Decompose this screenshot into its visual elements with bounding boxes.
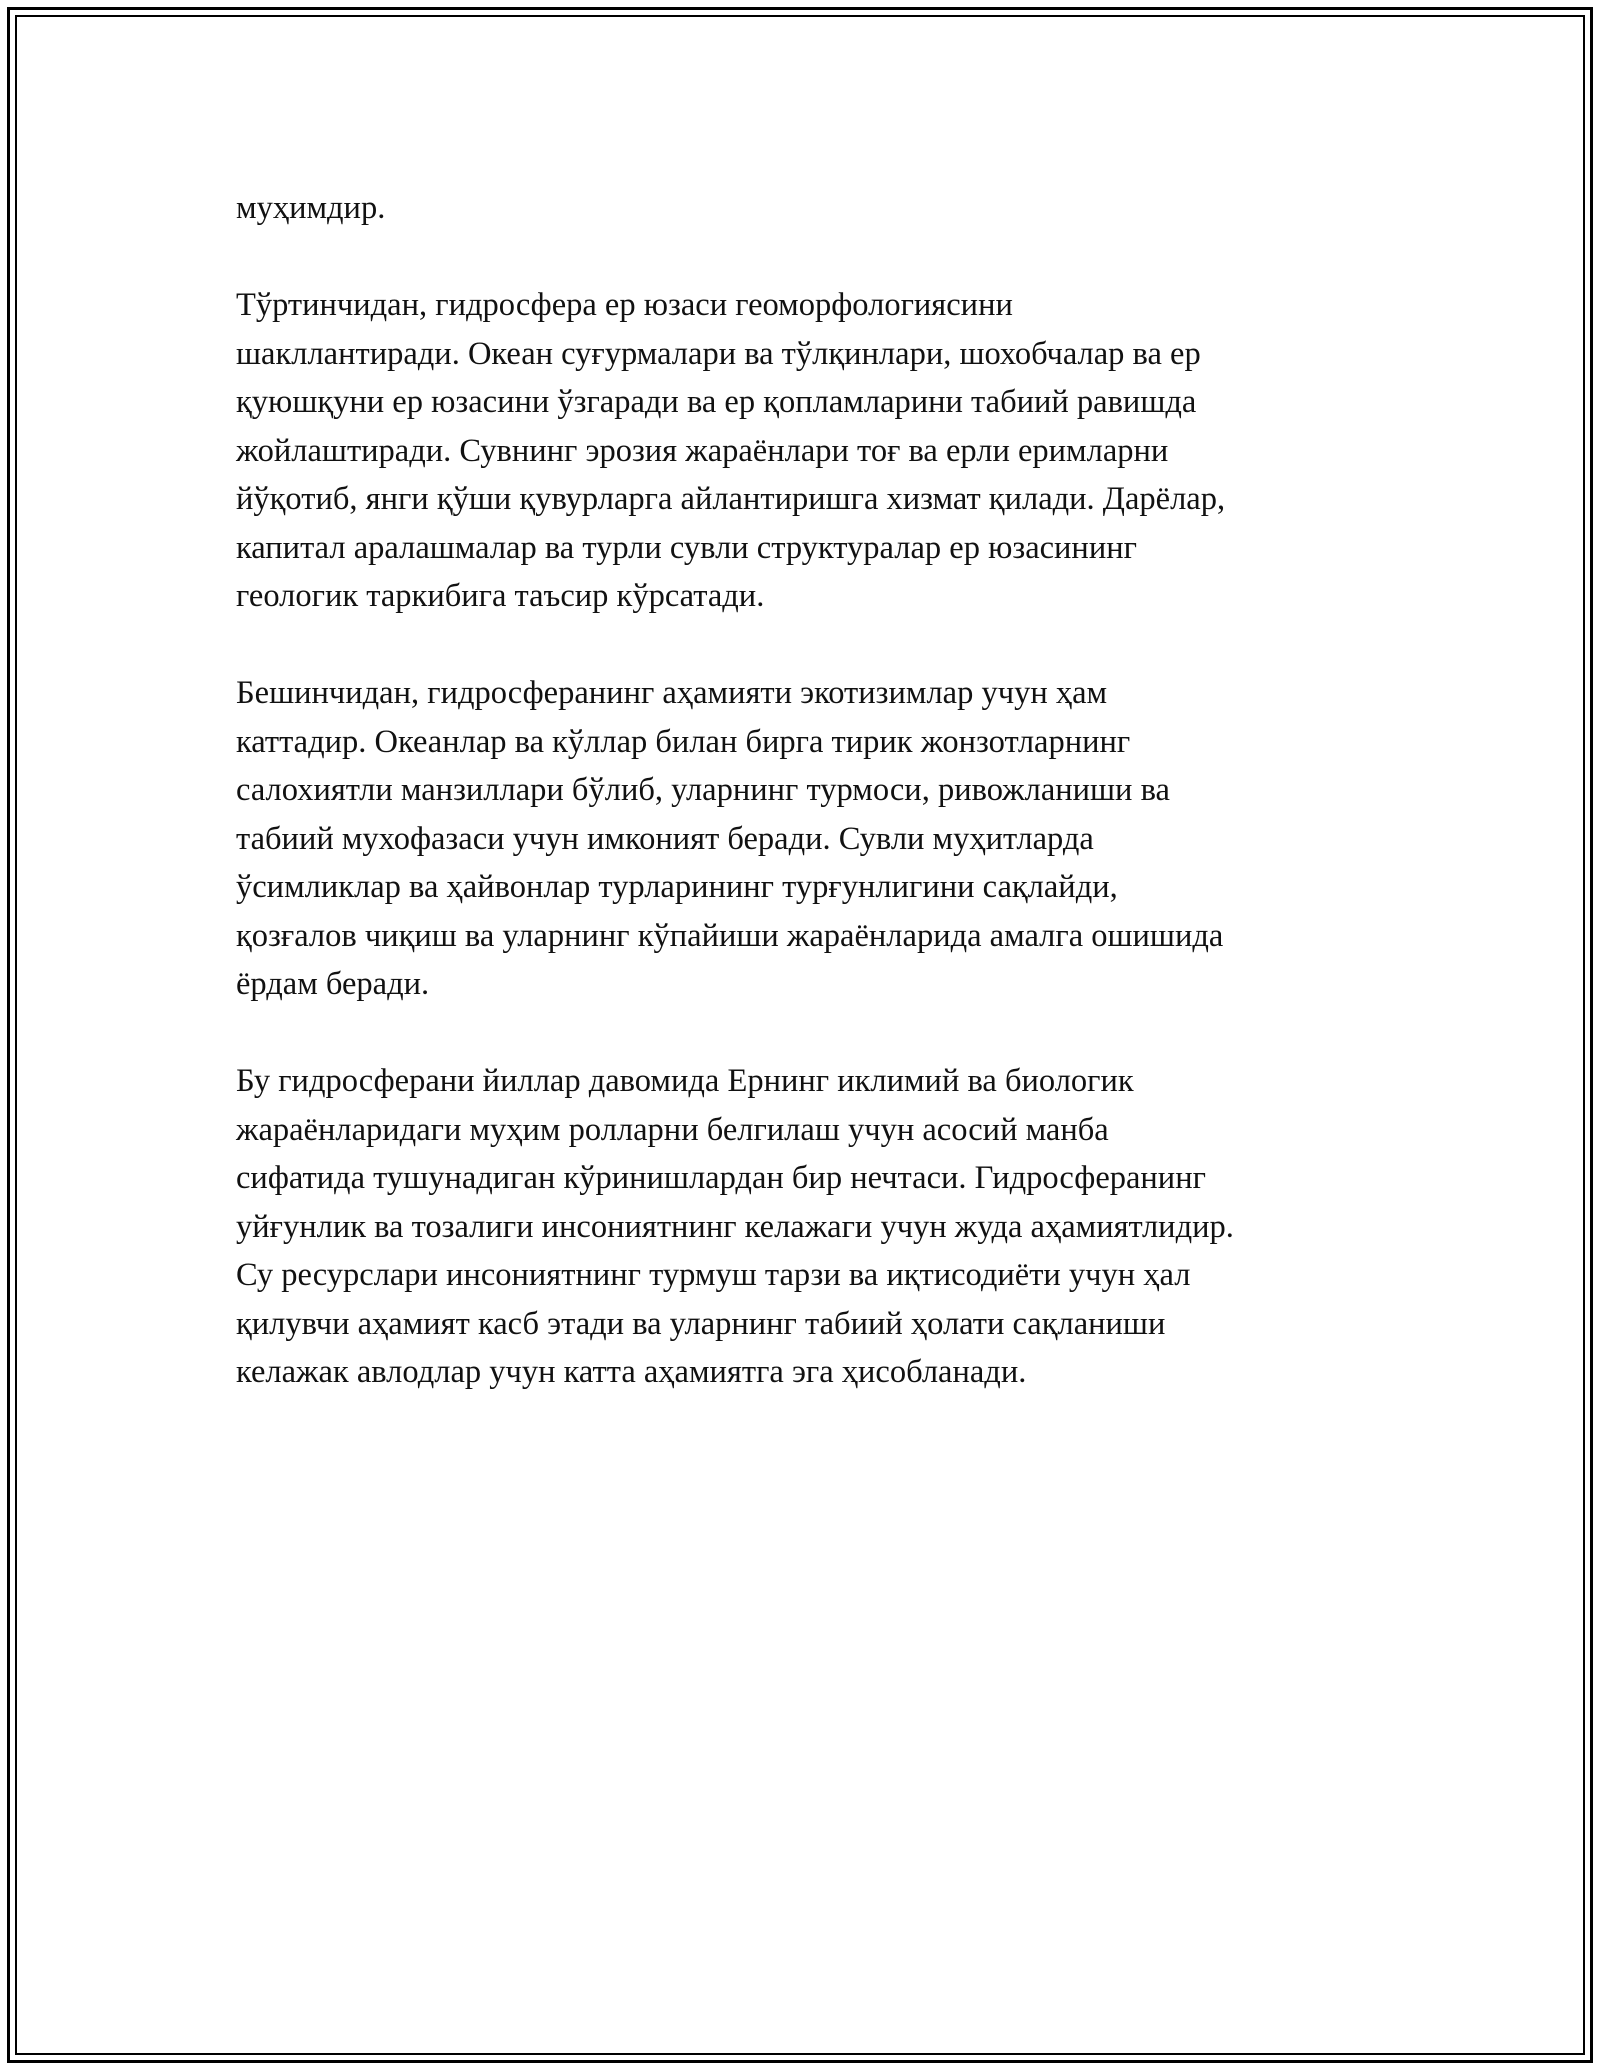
text-line: ёрдам беради. (236, 966, 430, 1002)
text-line: қозғалов чиқиш ва уларнинг кўпайиши жараёнларида амалга ошишида (236, 917, 1224, 954)
paragraph-1 (236, 184, 1406, 233)
document-body (236, 184, 1406, 1445)
text-line: йўқотиб, янги қўши қувурларга айлантиришга хизмат қилади. Дарёлар, (236, 481, 1226, 517)
text-line: каттадир. Океанлар ва кўллар билан бирга тирик жонзотларнинг (236, 723, 1131, 760)
text-line: салохиятли манзиллари бўлиб, уларнинг турмоси, ривожланиши ва (236, 772, 1170, 808)
paragraph-4 (236, 1057, 1406, 1397)
text-line: қуюшқуни ер юзасини ўзгаради ва ер қопламларини табиий равишда (236, 384, 1197, 420)
text-line: жараёнларидаги муҳим ролларни белгилаш учун асосий манба (236, 1111, 1109, 1148)
text-line: сифатида тушунадиган кўринишлардан бир нечтаси. Гидросферанинг (236, 1160, 1206, 1196)
text-line: Су ресурслари инсониятнинг турмуш тарзи ва иқтисодиёти учун ҳал (236, 1257, 1191, 1293)
text-line: Бу гидросферани йиллар давомида Ернинг иклимий ва биологик (236, 1063, 1134, 1099)
text-line: келажак авлодлар учун катта аҳамиятга эга ҳисобланади. (236, 1354, 1027, 1390)
text-line: жойлаштиради. Сувнинг эрозия жараёнлари тоғ ва ерли еримларни (236, 432, 1169, 469)
text-line: геологик таркибига таъсир кўрсатади. (236, 578, 765, 614)
paragraph-3 (236, 669, 1406, 1009)
paragraph-2 (236, 281, 1406, 621)
text-line: Тўртинчидан, гидросфера ер юзаси геоморфологиясини (236, 287, 1013, 323)
text-line: қилувчи аҳамият касб этади ва уларнинг табиий ҳолати сақланиши (236, 1305, 1166, 1342)
text-line: муҳимдир. (236, 190, 386, 226)
text-line: табиий мухофазаси учун имконият беради. Сувли муҳитларда (236, 820, 1094, 857)
text-line: капитал аралашмалар ва турли сувли структуралар ер юзасининг (236, 529, 1137, 566)
text-line: уйғунлик ва тозалиги инсониятнинг келажаги учун жуда аҳамиятлидир. (236, 1208, 1234, 1245)
text-line: ўсимликлар ва ҳайвонлар турларининг турғунлигини сақлайди, (236, 869, 1118, 905)
text-line: Бешинчидан, гидросферанинг аҳамияти экотизимлар учун ҳам (236, 675, 1108, 711)
text-line: шакллантиради. Океан суғурмалари ва тўлқинлари, шохобчалар ва ер (236, 335, 1201, 372)
